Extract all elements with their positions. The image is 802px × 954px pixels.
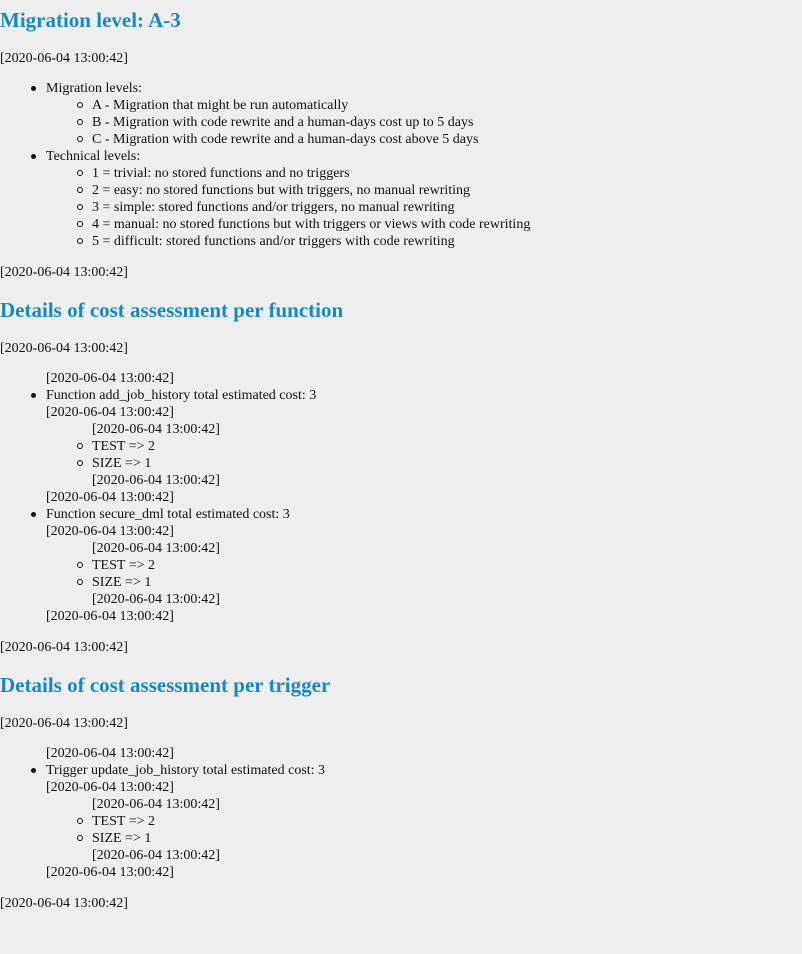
cost-detail-item: TEST => 2 — [92, 439, 155, 454]
triggers-heading: Details of cost assessment per trigger — [0, 673, 331, 697]
timestamp: [2020-06-04 13:00:42] — [0, 265, 128, 280]
timestamp: [2020-06-04 13:00:42] — [46, 405, 174, 420]
timestamp: [2020-06-04 13:00:42] — [0, 896, 128, 911]
cost-detail-item: SIZE => 1 — [92, 575, 152, 590]
cost-detail-item: TEST => 2 — [92, 814, 155, 829]
cost-detail-item: SIZE => 1 — [92, 831, 152, 846]
technical-levels-label: Technical levels: — [46, 149, 141, 164]
migration-level-item: C - Migration with code rewrite and a human-days cost above 5 days — [92, 132, 479, 147]
cost-detail-item: SIZE => 1 — [92, 456, 152, 471]
timestamp: [2020-06-04 13:00:42] — [46, 371, 174, 386]
timestamp: [2020-06-04 13:00:42] — [92, 592, 220, 607]
timestamp: [2020-06-04 13:00:42] — [46, 524, 174, 539]
timestamp: [2020-06-04 13:00:42] — [46, 865, 174, 880]
trigger-item: Trigger update_job_history total estimated cost: 3 — [46, 763, 326, 778]
timestamp: [2020-06-04 13:00:42] — [46, 746, 174, 761]
timestamp: [2020-06-04 13:00:42] — [0, 640, 128, 655]
timestamp: [2020-06-04 13:00:42] — [92, 422, 220, 437]
technical-level-item: 3 = simple: stored functions and/or triggers, no manual rewriting — [92, 200, 455, 215]
timestamp: [2020-06-04 13:00:42] — [92, 797, 220, 812]
technical-level-item: 4 = manual: no stored functions but with triggers or views with code rewriting — [92, 217, 531, 232]
migration-level-item: A - Migration that might be run automatically — [92, 98, 349, 113]
technical-level-item: 2 = easy: no stored functions but with triggers, no manual rewriting — [92, 183, 471, 198]
cost-detail-item: TEST => 2 — [92, 558, 155, 573]
migration-levels-label: Migration levels: — [46, 81, 143, 96]
timestamp: [2020-06-04 13:00:42] — [0, 51, 128, 66]
functions-heading: Details of cost assessment per function — [0, 298, 344, 322]
timestamp: [2020-06-04 13:00:42] — [0, 716, 128, 731]
timestamp: [2020-06-04 13:00:42] — [46, 490, 174, 505]
technical-level-item: 1 = trivial: no stored functions and no triggers — [92, 166, 350, 181]
timestamp: [2020-06-04 13:00:42] — [92, 848, 220, 863]
function-item: Function secure_dml total estimated cost: 3 — [46, 507, 290, 522]
timestamp: [2020-06-04 13:00:42] — [92, 541, 220, 556]
technical-level-item: 5 = difficult: stored functions and/or triggers with code rewriting — [92, 234, 455, 249]
timestamp: [2020-06-04 13:00:42] — [92, 473, 220, 488]
function-item: Function add_job_history total estimated cost: 3 — [46, 388, 317, 403]
timestamp: [2020-06-04 13:00:42] — [0, 341, 128, 356]
timestamp: [2020-06-04 13:00:42] — [46, 609, 174, 624]
migration-level-heading: Migration level: A-3 — [0, 8, 181, 32]
migration-level-item: B - Migration with code rewrite and a human-days cost up to 5 days — [92, 115, 474, 130]
timestamp: [2020-06-04 13:00:42] — [46, 780, 174, 795]
